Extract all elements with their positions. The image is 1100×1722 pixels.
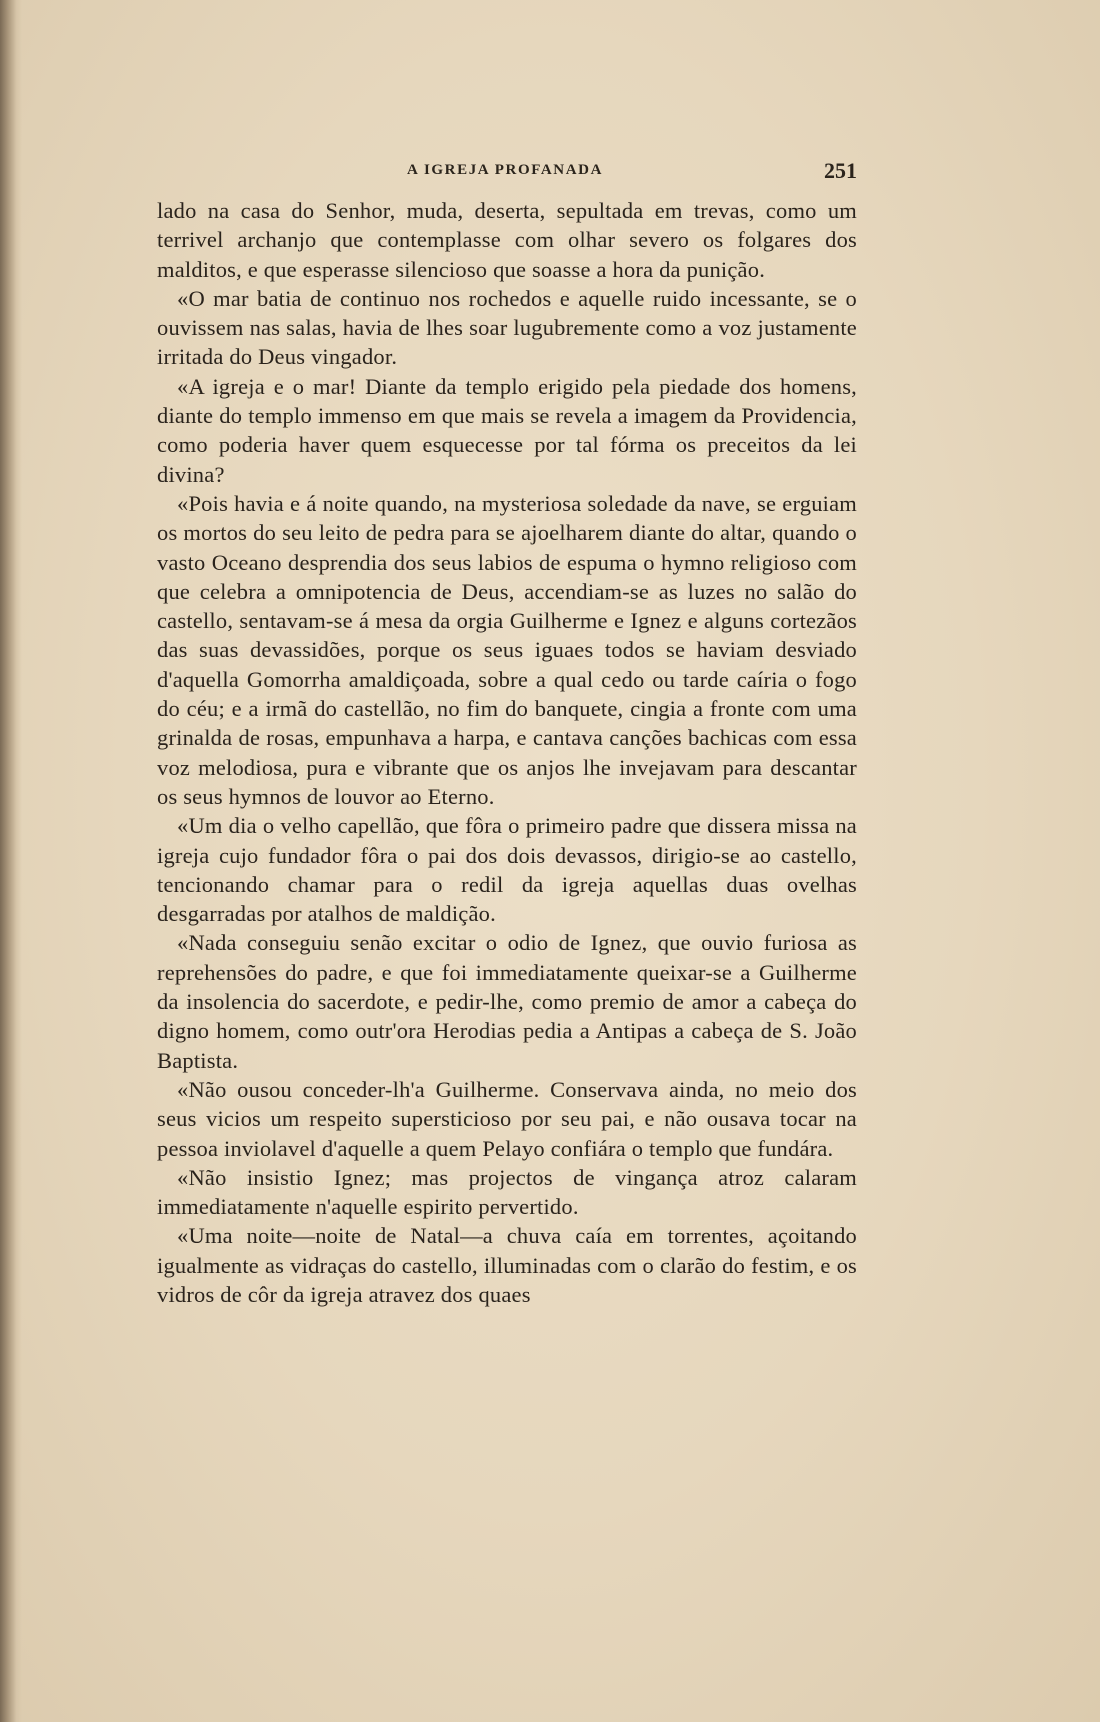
paragraph: lado na casa do Senhor, muda, deserta, sepultada em trevas, como um terrivel archanjo que contemplasse com olhar severo os folgares dos malditos, e que esperasse silencioso que soasse a hora da punição. xyxy=(157,198,857,282)
paragraph: «Não insistio Ignez; mas projectos de vingança atroz calaram immediatamente n'aquelle espirito pervertido. xyxy=(157,1164,857,1220)
body-text xyxy=(157,196,857,1309)
page-number: 251 xyxy=(824,158,857,183)
paragraph: «Uma noite—noite de Natal—a chuva caía em torrentes, açoitando igualmente as vidraças do castello, illuminadas com o clarão do festim, e os vidros de côr da igreja atravez dos quaes xyxy=(157,1223,857,1307)
paragraph: «Um dia o velho capellão, que fôra o primeiro padre que dissera missa na igreja cujo fundador fôra o pai dos dois devassos, dirigio-se ao castello, tencionando chamar para o redil da igreja aquellas duas ovelhas desgarradas por atalhos de maldição. xyxy=(157,813,857,927)
paragraph: «Nada conseguiu senão excitar o odio de Ignez, que ouvio furiosa as reprehensões do padre, e que foi immediatamente queixar-se a Guilherme da insolencia do sacerdote, e pedir-lhe, como premio de amor a cabeça do digno homem, como outr'ora Herodias pedia a Antipas a cabeça de S. João Baptista. xyxy=(157,930,857,1073)
paragraph: «O mar batia de continuo nos rochedos e aquelle ruido incessante, se o ouvissem nas salas, havia de lhes soar lugubremente como a voz justamente irritada do Deus vingador. xyxy=(157,285,857,370)
page-header xyxy=(157,158,857,186)
paragraph: «Não ousou conceder-lh'a Guilherme. Conservava ainda, no meio dos seus vicios um respeito supersticioso por seu pai, e não ousava tocar na pessoa inviolavel d'aquelle a quem Pelayo confiára o templo que fundára. xyxy=(157,1076,857,1161)
paragraph: «Pois havia e á noite quando, na mysteriosa soledade da nave, se erguiam os mortos do seu leito de pedra para se ajoelharem diante do altar, quando o vasto Oceano desprendia dos seus labios de espuma o hymno religioso com que celebra a omnipotencia de Deus, accendiam-se as luzes no salão do castello, sentavam-se á mesa da orgia Guilherme e Ignez e alguns cortezãos das suas devassidões, porque os seus iguaes todos se haviam desviado d'aquella Gomorrha amaldiçoada, sobre a qual cedo ou tarde caíria o fogo do céu; e a irmã do castellão, no fim do banquete, cingia a fronte com uma grinalda de rosas, empunhava a harpa, e cantava canções bachicas com essa voz melodiosa, pura e vibrante que os anjos lhe invejavam para descantar os seus hymnos de louvor ao Eterno. xyxy=(157,490,857,809)
paragraph: «A igreja e o mar! Diante da templo erigido pela piedade dos homens, diante do templo immenso em que mais se revela a imagem da Providencia, como poderia haver quem esquecesse por tal fórma os preceitos da lei divina? xyxy=(157,373,857,487)
book-spine-shadow xyxy=(0,0,22,1722)
running-title: A IGREJA PROFANADA xyxy=(407,162,604,178)
